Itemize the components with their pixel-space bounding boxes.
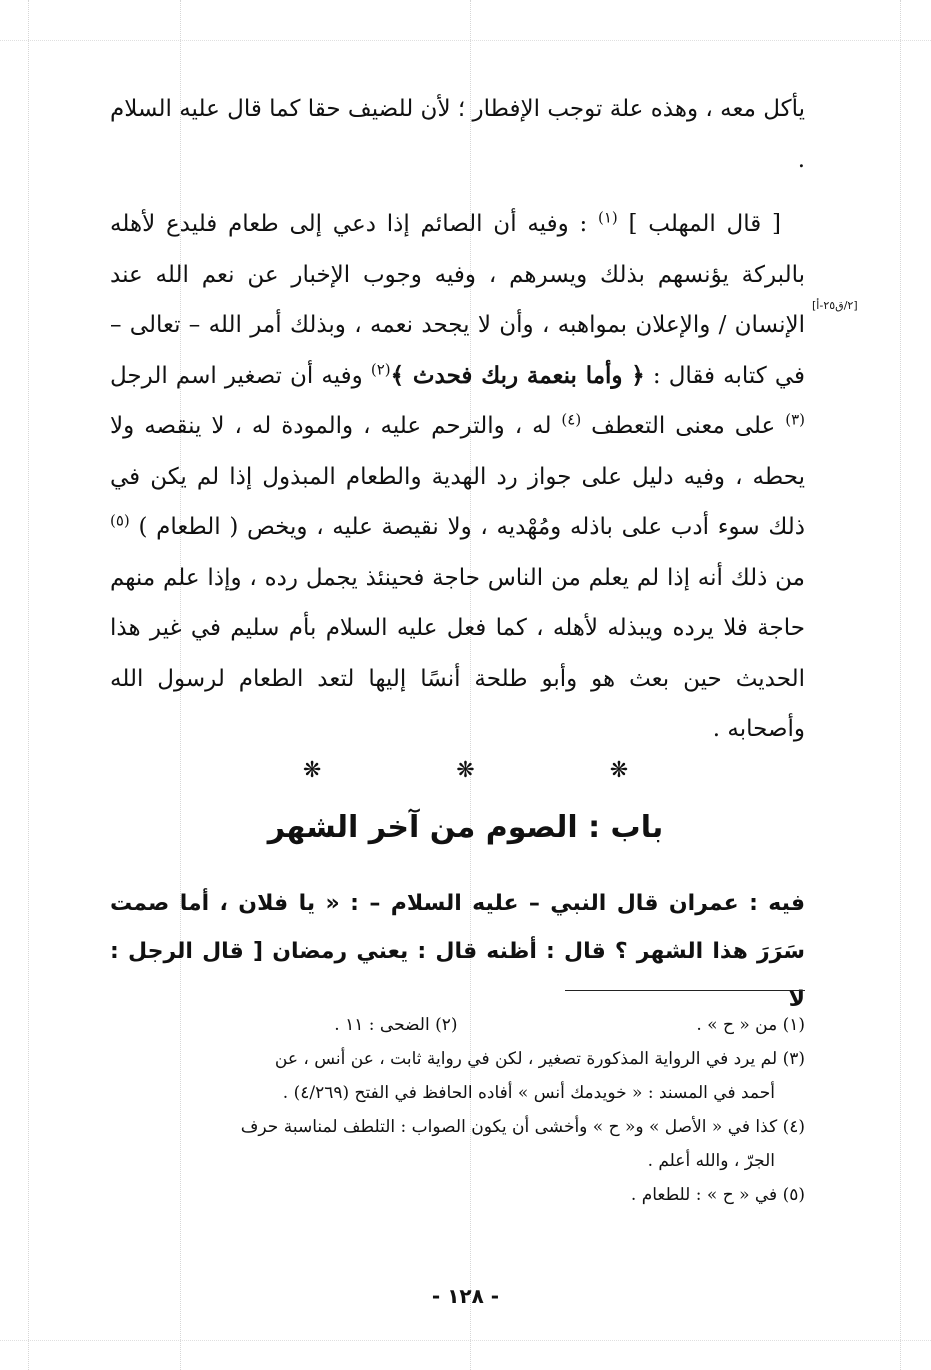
page-number: - ١٢٨ - <box>431 1284 500 1308</box>
footnote-5: (٥) في « ح » : للطعام . <box>630 1185 805 1205</box>
main-body-text <box>110 84 805 755</box>
hadith-text <box>110 880 805 1024</box>
footnote-row <box>110 1008 805 1042</box>
footnote-2: (٢) الضحى : ١١ . <box>334 1015 458 1035</box>
footnotes <box>110 1008 805 1212</box>
paragraph-2-text: له ، والترحم عليه ، والمودة له ، لا ينقصه ولا يحطه ، وفيه دليل على جواز رد الهدية والطعام المبذول إذا لم يكن في ذلك سوء أدب على باذله ومُهْديه ، ولا نقيصة عليه ، ويخص ( الطعام ) <box>110 413 805 540</box>
quran-verse: ﴿ وأما بنعمة ربك فحدث ﴾ <box>390 361 645 389</box>
paragraph-2 <box>110 199 805 755</box>
hadith-paragraph: فيه : عمران قال النبي – عليه السلام – : « يا فلان ، أما صمت سَرَرَ هذا الشهر ؟ قال : أظنه قال : يعني رمضان [ قال الرجل : لا <box>110 891 805 1012</box>
footnote-4: (٤) كذا في « الأصل » و« ح » وأخشى أن يكون الصواب : التلطف لمناسبة حرف <box>240 1117 805 1137</box>
section-separator: ❋ ❋ ❋ <box>302 758 693 783</box>
paragraph-2-text: من ذلك أنه إذا لم يعلم من الناس حاجة فحينئذ يجمل رده ، وإذا علم منهم حاجة فلا يرده ويبذله لأهله ، كما فعل عليه السلام بأم سليم في غير هذا الحديث حين بعث هو وأبو طلحة أنسًا إليها لتعد الطعام لرسول الله وأصحابه . <box>110 564 805 742</box>
paragraph-2-opening: [ قال المهلب ] <box>617 211 781 237</box>
paragraph-1: يأكل معه ، وهذه علة توجب الإفطار ؛ لأن للضيف حقا كما قال عليه السلام . <box>110 96 805 173</box>
footnote-3-continued: أحمد في المسند : « خويدمك أنس » أفاده الحافظ في الفتح (٤/٢٦٩) . <box>282 1083 775 1103</box>
footnote-ref-1[interactable]: (١) <box>598 208 618 227</box>
footnote-ref-2[interactable]: (٢) <box>370 359 391 378</box>
manuscript-folio-note: [٢/ق٢٥-أ] <box>812 299 858 312</box>
chapter-title: باب : الصوم من آخر الشهر <box>267 810 664 845</box>
paragraph-2-text: : وفيه أن الصائم إذا دعي إلى طعام فليدع لأهله بالبركة يؤنسهم بذلك ويسرهم ، وفيه وجوب الإخبار عن نعم الله عند الإنسان / والإعلان بمواهبه ، وأن لا يجحد نعمه ، وبذلك أمر الله – تعالى – في كتابه فقال : <box>110 211 806 389</box>
footnote-ref-5[interactable]: (٥) <box>110 511 130 530</box>
scan-guide-line <box>0 1340 931 1341</box>
footnote-4-continued: الجرّ ، والله أعلم . <box>647 1151 775 1171</box>
scan-guide-line <box>900 0 901 1370</box>
scan-guide-line <box>0 40 931 41</box>
footnote-ref-4[interactable]: (٤) <box>561 410 582 429</box>
footnote-ref-3[interactable]: (٣) <box>785 410 805 429</box>
footnote-divider <box>565 990 805 991</box>
scan-guide-line <box>28 0 29 1370</box>
paragraph-2-text: على معنى التعطف <box>581 413 786 439</box>
footnote-3: (٣) لم يرد في الرواية المذكورة تصغير ، لكن في رواية ثابت ، عن أنس ، عن <box>274 1049 805 1069</box>
footnote-1: (١) من « ح » . <box>696 1015 805 1035</box>
paragraph-2-text: وفيه أن تصغير اسم الرجل <box>110 362 371 389</box>
